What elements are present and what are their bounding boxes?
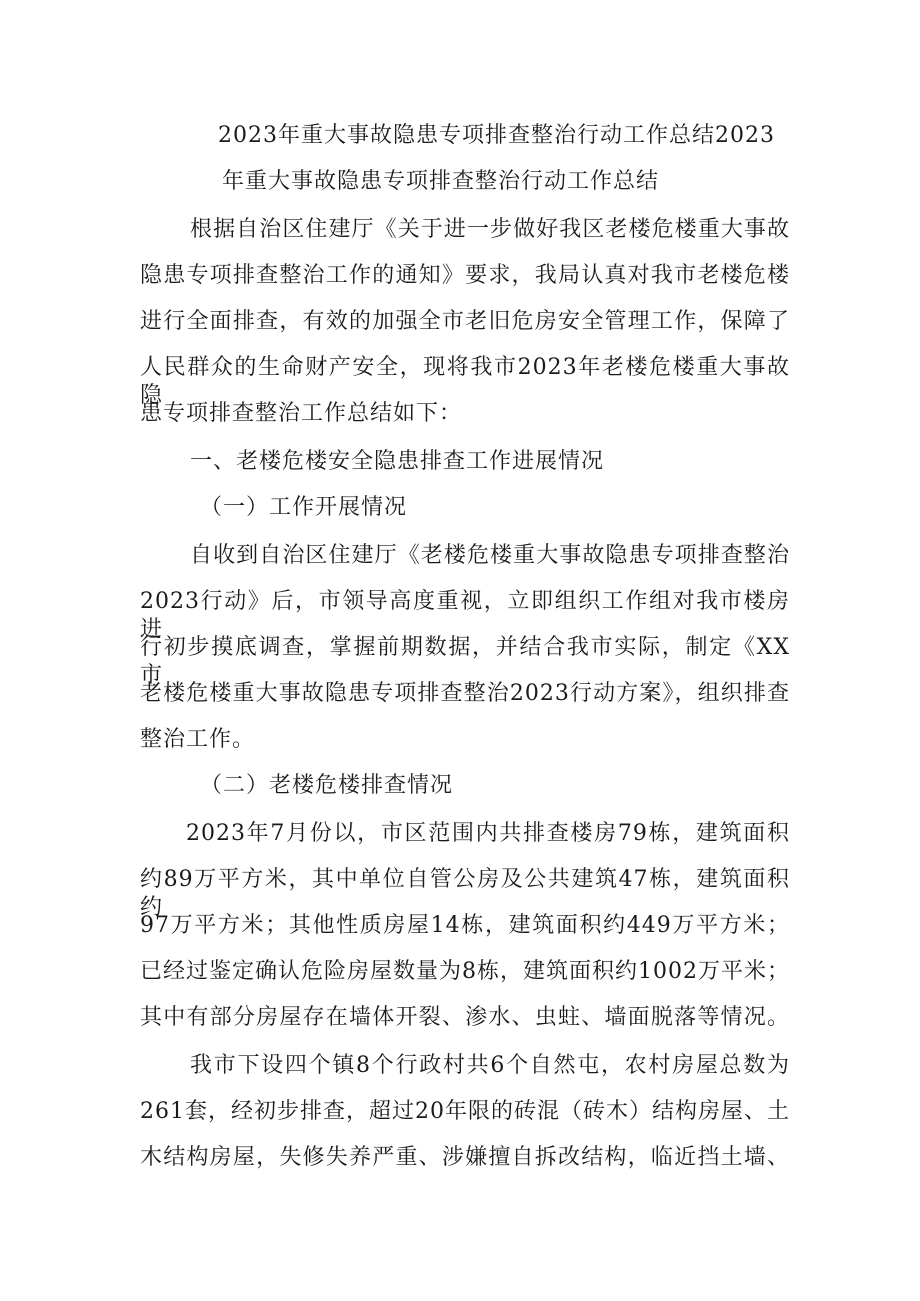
sub1-line-2: 2023行动》后，市领导高度重视，立即组织工作组对我市楼房进 xyxy=(140,589,790,642)
intro-line-4: 人民群众的生命财产安全，现将我市2023年老楼危楼重大事故隐 xyxy=(140,355,790,408)
document-title-line-1: 2023年重大事故隐患专项排查整治行动工作总结2023 xyxy=(218,123,775,148)
sub2-line-4: 已经过鉴定确认危险房屋数量为8栋，建筑面积约1002万平米； xyxy=(140,959,790,984)
sub2-line-5: 其中有部分房屋存在墙体开裂、渗水、虫蛀、墙面脱落等情况。 xyxy=(140,1005,790,1030)
rural-line-2: 261套，经初步排查，超过20年限的砖混（砖木）结构房屋、土 xyxy=(140,1099,790,1124)
section-heading-1: 一、老楼危楼安全隐患排查工作进展情况 xyxy=(190,449,605,474)
sub1-line-5: 整治工作。 xyxy=(140,727,256,752)
subsection-heading-1: （一）工作开展情况 xyxy=(200,495,408,520)
intro-line-1: 根据自治区住建厅《关于进一步做好我区老楼危楼重大事故 xyxy=(190,217,790,242)
intro-line-2: 隐患专项排查整治工作的通知》要求，我局认真对我市老楼危楼 xyxy=(140,263,790,288)
sub2-line-1: 2023年7月份以，市区范围内共排查楼房79栋，建筑面积 xyxy=(186,821,790,846)
sub2-line-3: 97万平方米；其他性质房屋14栋，建筑面积约449万平方米； xyxy=(140,913,790,938)
sub1-line-3: 行初步摸底调查，掌握前期数据，并结合我市实际，制定《XX市 xyxy=(140,635,790,688)
rural-line-1: 我市下设四个镇8个行政村共6个自然屯，农村房屋总数为 xyxy=(190,1053,790,1078)
sub1-line-4: 老楼危楼重大事故隐患专项排查整治2023行动方案》，组织排查 xyxy=(140,681,790,706)
rural-line-3: 木结构房屋，失修失养严重、涉嫌擅自拆改结构，临近挡土墙、 xyxy=(140,1145,790,1170)
sub1-line-1: 自收到自治区住建厅《老楼危楼重大事故隐患专项排查整治 xyxy=(190,543,790,568)
subsection-heading-2: （二）老楼危楼排查情况 xyxy=(200,773,454,798)
document-title-line-2: 年重大事故隐患专项排查整治行动工作总结 xyxy=(222,169,660,194)
intro-line-5: 患专项排查整治工作总结如下： xyxy=(140,401,463,426)
intro-line-3: 进行全面排查，有效的加强全市老旧危房安全管理工作，保障了 xyxy=(140,309,790,334)
sub2-line-2: 约89万平方米，其中单位自管公房及公共建筑47栋，建筑面积约 xyxy=(140,867,790,920)
